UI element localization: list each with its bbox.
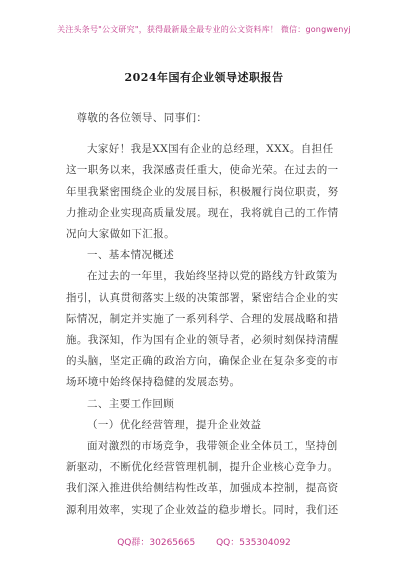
page-title: 2024年国有企业领导述职报告 bbox=[124, 71, 284, 84]
subsection-heading-management: （一）优化经营管理，提升企业效益 bbox=[87, 418, 262, 431]
footer-qq-group: QQ群：30265665 bbox=[117, 538, 196, 548]
section-heading-review: 二、主要工作回顾 bbox=[87, 397, 175, 410]
section-heading-overview: 一、基本情况概述 bbox=[87, 249, 175, 262]
paragraph-overview: 在过去的一年里，我始终坚持以党的路线方针政策为指引，认真贯彻落实上级的决策部署，紧密结合企业的实际情况，制定并实施了一系列科学、合理的发展战略和措施。我深知，作为国有企业的领导者，必须时刻保持清醒的头脑，坚定正确的政治方向，确保企业在复杂多变的市场环境中始终保持稳健的发展态势。 bbox=[66, 270, 339, 389]
footer-contact bbox=[0, 535, 408, 548]
paragraph-management: 面对激烈的市场竞争，我带领企业全体员工，坚持创新驱动，不断优化经营管理机制，提升企业核心竞争力。我们深入推进供给侧结构性改革，加强成本控制，提高资源利用效率，实现了企业效益的稳步增长。同时，我们还 bbox=[66, 440, 339, 516]
paragraph-intro: 大家好！我是XX国有企业的总经理，XXX。自担任这一职务以来，我深感责任重大，使命光荣。在过去的一年里我紧密围绕企业的发展目标，积极履行岗位职责，努力推动企业实现高质量发展。现在，我将就自己的工作情况向大家做如下汇报。 bbox=[66, 143, 339, 241]
header-promo-note: 关注头条号"公文研究"，获得最新最全最专业的公文资料库！ 微信：gongwenyj bbox=[57, 25, 351, 34]
document-body bbox=[66, 108, 344, 521]
footer-qq-number: QQ：535304092 bbox=[216, 538, 291, 548]
salutation: 尊敬的各位领导、同事们： bbox=[76, 112, 208, 124]
